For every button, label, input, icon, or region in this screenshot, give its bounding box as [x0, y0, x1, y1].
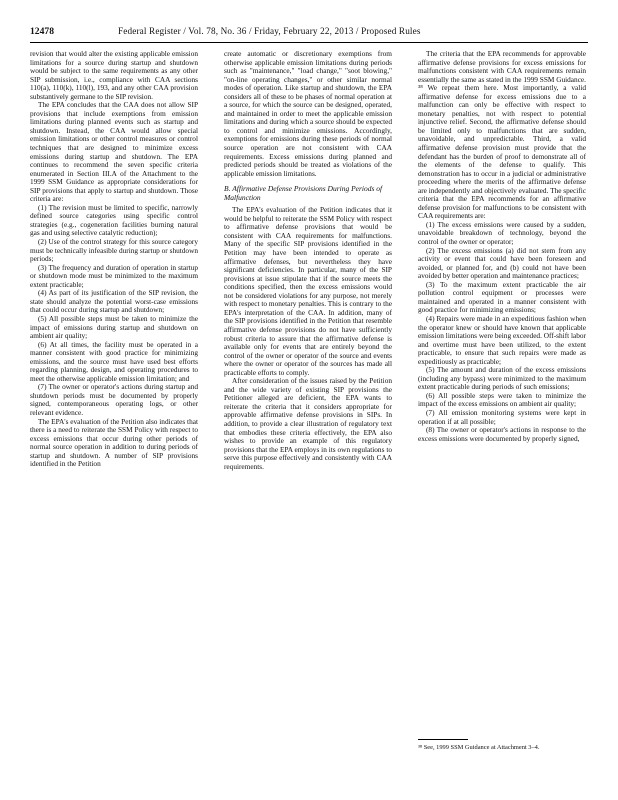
header-rule	[30, 42, 588, 43]
page-number: 12478	[30, 26, 54, 37]
list-item: (5) All possible steps must be taken to minimize the impact of emissions during startup and shutdown on ambient air quality;	[30, 313, 198, 341]
text-column-3	[418, 50, 586, 738]
list-item: (8) The owner or operator's actions in response to the excess emissions were documented by properly signed,	[418, 425, 586, 443]
paragraph: The criteria that the EPA recommends for approvable affirmative defense provisions for excess emissions for malfunctions consistent with CAA requirements remain essentially the same as stated in the 1999 SSM Guidance. ³⁸ We repeat them here. Most importantly, a valid affirmative defense for excess emissions due to a malfunction can only be effective with respect to monetary penalties, not with respect to potential injunctive relief. Second, the affirmative defense should be limited only to malfunctions that are sudden, unavoidable, and unpredictable. Third, a valid affirmative defense provision must provide that the defendant has the burden of proof to demonstrate all of the elements of the defense to qualify. This demonstration has to occur in a judicial or administrative proceeding where the merits of the affirmative defense are independently and objectively evaluated. The specific criteria that the EPA recommends for an affirmative defense provision for malfunctions to be consistent with CAA requirements are:	[418, 50, 586, 221]
footnote-rule	[418, 739, 468, 740]
paragraph: After consideration of the issues raised by the Petition and the wide variety of existing SIP provisions the Petitioner alleged are deficient, the EPA wants to reiterate the criteria that it considers appropriate for approvable affirmative defense provisions in SIPs. In addition, to provide a clear illustration of regulatory text that embodies these criteria effectively, the EPA also wishes to provide an example of this regulatory provisions that the EPA employs in its own regulations to serve this purpose effectively and consistently with CAA requirements.	[224, 376, 392, 471]
page-header	[30, 26, 588, 42]
list-item: (1) The excess emissions were caused by a sudden, unavoidable breakdown of technology, beyond the control of the owner or operator;	[418, 219, 586, 247]
list-item: (3) To the maximum extent practicable the air pollution control equipment or processes were maintained and operated in a manner consistent with good practice for minimizing emissions;	[418, 279, 586, 315]
text-column-1	[30, 50, 198, 770]
footnote: ³⁸ See, 1999 SSM Guidance at Attachment 3–4.	[418, 744, 540, 751]
list-item: (3) The frequency and duration of operation in startup or shutdown mode must be minimized to the maximum extent practicable;	[30, 262, 198, 289]
paragraph: revision that would alter the existing applicable emission limitations for a source during startup and shutdown would be subject to the same requirements as any other SIP submission, i.e., compliance with CAA sections 110(a), 110(k), 110(l), 193, and any other CAA provision substantively germane to the SIP revision.	[30, 50, 198, 101]
running-head: Federal Register / Vol. 78, No. 36 / Friday, February 22, 2013 / Proposed Rules	[118, 26, 421, 36]
paragraph: The EPA's evaluation of the Petition also indicates that there is a need to reiterate the SSM Policy with respect to excess emissions that occur during other periods of normal source operation in addition to during periods of startup and shutdown. A number of SIP provisions identified in the Petition	[30, 416, 198, 469]
list-item: (6) At all times, the facility must be operated in a manner consistent with good practice for minimizing emissions, and the source must have used best efforts regarding planning, design, and operating procedures to meet the otherwise applicable emission limitation; and	[30, 339, 198, 383]
section-heading: B. Affirmative Defense Provisions During Periods of Malfunction	[224, 184, 383, 202]
paragraph: The EPA concludes that the CAA does not allow SIP provisions that include exemptions from emission limitations during planned events such as startup and shutdown. Instead, the CAA would allow special emission limitations or other control measures or control techniques that are designed to minimize excess emissions during startup and shutdown. The EPA continues to recommend the seven specific criteria enumerated in Section III.A of the Attachment to the 1999 SSM Guidance as appropriate considerations for SIP provisions that apply to startup and shutdown. Those criteria are:	[30, 100, 198, 204]
list-item: (4) Repairs were made in an expeditious fashion when the operator knew or should have known that applicable emission limitations were being exceeded. Off-shift labor and overtime must have been utilized, to the extent practicable, to ensure that such repairs were made as expeditiously as practicable;	[418, 313, 586, 366]
list-item: (7) All emission monitoring systems were kept in operation if at all possible;	[418, 407, 586, 426]
paragraph: The EPA's evaluation of the Petition indicates that it would be helpful to reiterate the SSM Policy with respect to affirmative defense provisions that would be consistent with CAA requirements for malfunctions. Many of the specific SIP provisions identified in the Petition may have been intended to operate as affirmative defenses, but nevertheless they have significant deficiencies. In particular, many of the SIP provisions at issue stipulate that if the source meets the conditions specified, then the excess emissions would not be considered violations for any purpose, not merely with respect to monetary penalties. This is contrary to the EPA's interpretation of the CAA. In addition, many of the SIP provisions identified in the Petition that resemble affirmative defense provisions do not have sufficiently robust criteria to assure that the affirmative defense is available only for events that are entirely beyond the control of the owner or operator of the source and events where the owner or operator of the sources has made all practicable efforts to comply.	[224, 205, 392, 377]
list-item: (1) The revision must be limited to specific, narrowly defined source categories using specific control strategies (e.g., cogeneration facilities burning natural gas and using selective catalytic reduction);	[30, 202, 198, 238]
text-column-2	[224, 50, 392, 770]
list-item: (2) The excess emissions (a) did not stem from any activity or event that could have been foreseen and avoided, or planned for, and (b) could not have been avoided by better operation and maintenance practices;	[418, 245, 586, 281]
list-item: (2) Use of the control strategy for this source category must be technically infeasible during startup or shutdown periods;	[30, 237, 198, 264]
list-item: (6) All possible steps were taken to minimize the impact of the excess emissions on ambient air quality;	[418, 390, 586, 409]
paragraph: create automatic or discretionary exemptions from otherwise applicable emission limitations during periods such as "maintenance," "load change," "soot blowing," "on-line operating changes," or other similar normal modes of operation. Like startup and shutdown, the EPA considers all of these to be phases of normal operation at a source, for which the source can be designed, operated, and maintained in order to meet the applicable emission limitations and during which a source should be expected to control and minimize emissions. Accordingly, exemptions for emissions during these periods of normal source operation are not consistent with CAA requirements. Excess emissions during planned and predicted periods should be treated as violations of the applicable emission limitations.	[224, 50, 392, 178]
list-item: (7) The owner or operator's actions during startup and shutdown periods must be documented by properly signed, contemporaneous operating logs, or other relevant evidence.	[30, 382, 198, 417]
list-item: (4) As part of its justification of the SIP revision, the state should analyze the potential worst-case emissions that could occur during startup and shutdown;	[30, 288, 198, 315]
list-item: (5) The amount and duration of the excess emissions (including any bypass) were minimized to the maximum extent practicable during periods of such emissions;	[418, 365, 586, 392]
